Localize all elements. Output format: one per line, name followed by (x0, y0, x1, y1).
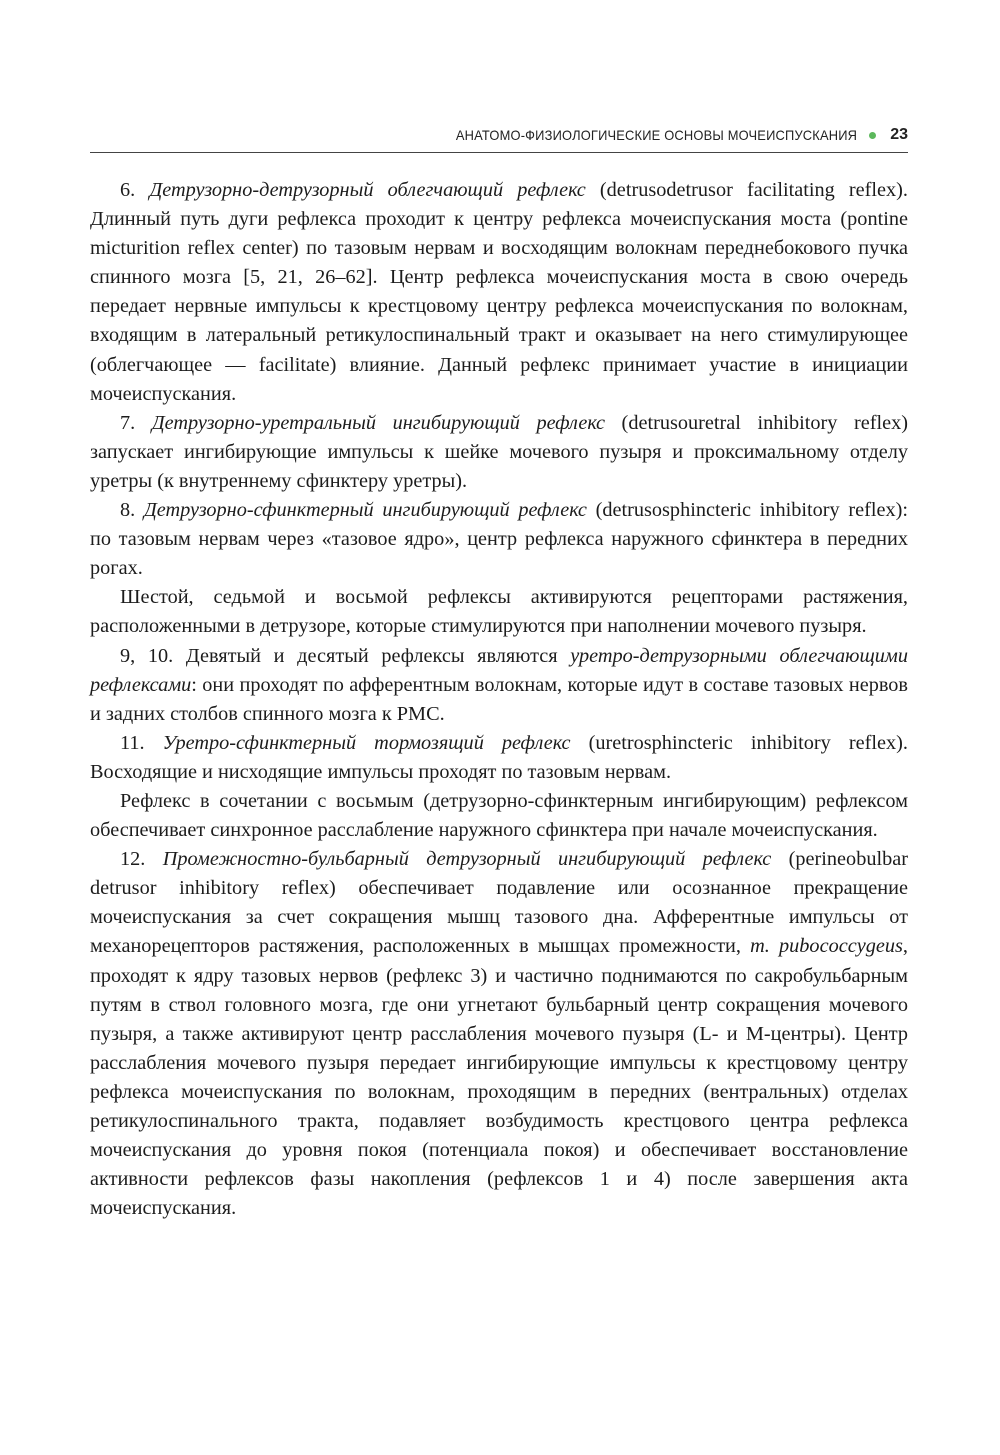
paragraph-text: : они проходят по афферентным волокнам, которые идут в составе тазовых нервов и задних столбов спинного мозга к PMC. (90, 673, 908, 725)
paragraph-text: , проходят к ядру тазовых нервов (рефлекс 3) и частично поднимаются по сакробульбарным путям в ствол головного мозга, где они угнетают бульбарный центр сокращения мочевого пузыря, а также активируют центр расслабления мочевого пузыря (L- и М-центры). Центр расслабления мочевого пузыря передает ингибирующие импульсы к крестцовому центру рефлекса мочеиспускания по волокнам, проходящим в передних (вентральных) отделах ретикулоспинального тракта, подавляет возбудимость крестцового центра рефлекса мочеиспускания до уровня покоя (потенциала покоя) и обеспечивает восстановление активности рефлексов фазы накопления (рефлексов 1 и 4) после завершения акта мочеиспускания. (90, 935, 908, 1220)
reflex-name: Детрузорно-сфинктерный ингибирующий рефлекс (143, 499, 587, 522)
paragraph-reflex-6 (90, 176, 908, 409)
paragraph-lead: 11. (120, 731, 163, 754)
paragraph-text: Шестой, седьмой и восьмой рефлексы активируются рецепторами растяжения, расположенными в детрузоре, которые стимулируются при наполнении мочевого пузыря. (90, 586, 908, 638)
reflex-name: Детрузорно-уретральный ингибирующий рефлекс (151, 411, 606, 434)
paragraph-lead: 6. (120, 179, 150, 201)
page-number: 23 (890, 126, 908, 143)
body-text (90, 176, 908, 1223)
paragraph-text: (detrusodetrusor facilitating reflex). Длинный путь дуги рефлекса проходит к центру рефлекса мочеиспускания моста (pontine micturition reflex center) по тазовым нервам и восходящим волокнам переднебокового пучка спинного мозга [5, 21, 26–62]. Центр рефлекса мочеиспускания моста в свою очередь передает нервные импульсы к крестцовому центру рефлекса мочеиспускания по волокнам, входящим в латеральный ретикулоспинальный тракт и оказывает на него стимулирующее (облегчающее — facilitate) влияние. Данный рефлекс принимает участие в инициации мочеиспускания. (90, 179, 909, 405)
paragraph-lead: 8. (120, 499, 144, 522)
paragraph-reflex-7 (90, 409, 908, 496)
reflex-name: уретро-детрузорными облегчающими рефлексами (90, 644, 908, 696)
running-header-title: АНАТОМО-ФИЗИОЛОГИЧЕСКИЕ ОСНОВЫ МОЧЕИСПУСКАНИЯ (455, 127, 858, 143)
paragraph-lead: 12. (120, 848, 163, 871)
reflex-name: Детрузорно-детрузорный облегчающий рефлекс (149, 179, 586, 201)
paragraph-reflex-9-10 (90, 642, 908, 729)
paragraph-reflex-12 (90, 845, 908, 1223)
paragraph-text: (detrusouretral inhibitory reflex) запускает ингибирующие импульсы к шейке мочевого пузыря и проксимальному отделу уретры (к внутреннему сфинктеру уретры). (90, 411, 909, 492)
reflex-name: Промежностно-бульбарный детрузорный ингибирующий рефлекс (162, 848, 772, 871)
bullet-dot-icon (869, 132, 876, 139)
paragraph-reflex-11-combined (90, 787, 908, 845)
paragraph-text: (detrusosphincteric inhibitory reflex): по тазовым нервам через «тазовое ядро», центр рефлекса наружного сфинктера в передних рогах. (90, 499, 908, 580)
paragraph-lead: 7. (120, 411, 152, 434)
paragraph-lead: 9, 10. Девятый и десятый рефлексы являются (120, 644, 571, 667)
paragraph-text: (perineobulbar detrusor inhibitory reflex) обеспечивает подавление или осознанное прекращение мочеиспускания за счет сокращения мышц тазового дна. Афферентные импульсы от механорецепторов растяжения, расположенных в мышцах промежности, (90, 848, 909, 958)
paragraph-reflex-8 (90, 496, 908, 583)
paragraph-summary-6-8 (90, 583, 908, 641)
muscle-name: m. pubococcygeus (750, 935, 903, 958)
paragraph-text: (uretrosphincteric inhibitory reflex). Восходящие и нисходящие импульсы проходят по тазовым нервам. (90, 731, 908, 783)
paragraph-text: Рефлекс в сочетании с восьмым (детрузорно-сфинктерным ингибирующим) рефлексом обеспечивает синхронное расслабление наружного сфинктера при начале мочеиспускания. (90, 789, 908, 842)
running-header (90, 118, 908, 153)
reflex-name: Уретро-сфинктерный тормозящий рефлекс (162, 731, 571, 754)
paragraph-reflex-11 (90, 729, 908, 787)
